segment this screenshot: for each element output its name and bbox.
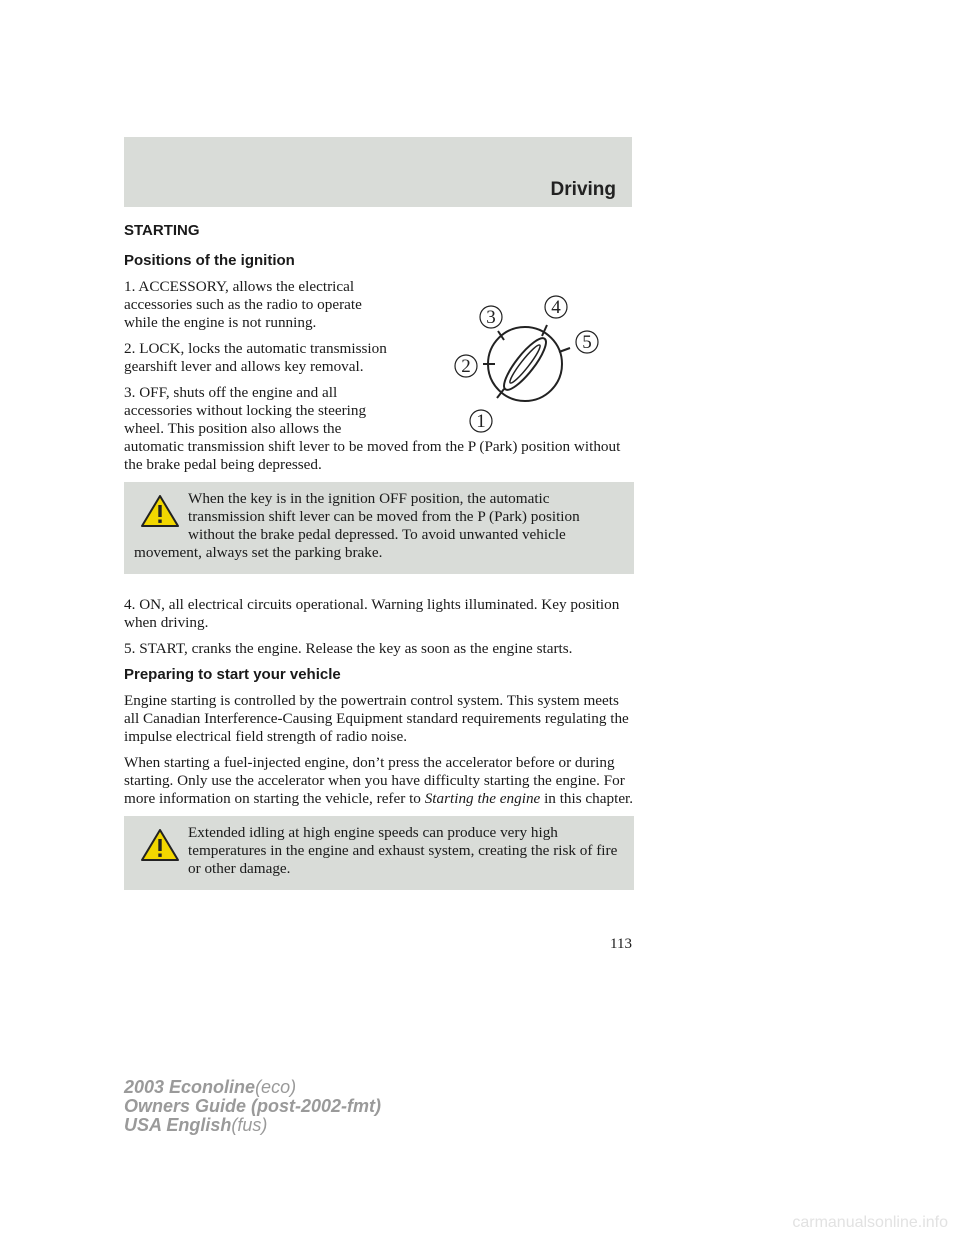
page-number: 113 — [610, 936, 632, 952]
footer-language: USA English — [124, 1115, 232, 1135]
warning-box-idling — [124, 816, 634, 890]
dial-label-4: 4 — [551, 297, 561, 318]
heading-preparing-to-start: Preparing to start your vehicle — [124, 666, 341, 683]
page-content — [124, 218, 634, 912]
warning-box-off-position — [124, 482, 634, 574]
preparing-text-2-b: in this chapter. — [544, 790, 634, 807]
heading-ignition-positions: Positions of the ignition — [124, 252, 295, 269]
heading-starting: STARTING — [124, 222, 200, 239]
footer-guide: Owners Guide (post-2002-fmt) — [124, 1096, 382, 1116]
position-1-text: 1. ACCESSORY, allows the electrical accessories such as the radio to operate while the engine is not running. — [124, 278, 362, 331]
section-header-band — [124, 137, 632, 207]
position-4-text: 4. ON, all electrical circuits operational. Warning lights illuminated. Key position when driving. — [124, 596, 620, 631]
position-5-text: 5. START, cranks the engine. Release the key as soon as the engine starts. — [124, 640, 573, 657]
footer-language-code: (fus) — [231, 1115, 268, 1135]
section-title: Driving — [550, 179, 616, 200]
dial-label-3: 3 — [486, 307, 496, 328]
starting-the-engine-reference: Starting the engine — [424, 790, 541, 807]
preparing-text-2 — [124, 754, 634, 808]
warning-triangle-icon — [140, 494, 180, 528]
dial-label-5: 5 — [582, 332, 592, 353]
position-3-text: 3. OFF, shuts off the engine and all accessories without locking the steering wheel. This position also allows the automatic transmission shift lever to be moved from the P (Park) position without the brake pedal being depressed. — [124, 384, 621, 473]
dial-label-2: 2 — [461, 356, 471, 377]
warning-text-idling: Extended idling at high engine speeds can produce very high temperatures in the engine and exhaust system, creating the risk of fire or other damage. — [188, 824, 618, 877]
watermark: carmanualsonline.info — [792, 1214, 948, 1231]
warning-text-off-position: When the key is in the ignition OFF position, the automatic transmission shift lever can be moved from the P (Park) position without the brake pedal depressed. To avoid unwanted vehicle movement, always set the parking brake. — [134, 490, 580, 561]
document-footer — [124, 1078, 381, 1135]
preparing-text-1: Engine starting is controlled by the powertrain control system. This system meets all Canadian Interference-Causing Equipment standard requirements regulating the impulse electrical field strength of radio noise. — [124, 692, 629, 745]
warning-triangle-icon — [140, 828, 180, 862]
footer-model: 2003 Econoline — [124, 1077, 256, 1097]
preparing-text-2-a: When starting a fuel-injected engine, don’t press the accelerator before or during starting. Only use the accelerator when you have difficulty starting the engine. For more information on starting the vehicle, refer to — [124, 754, 625, 807]
dial-label-1: 1 — [476, 411, 486, 432]
position-2-text: 2. LOCK, locks the automatic transmission gearshift lever and allows key removal. — [124, 340, 387, 375]
ignition-diagram — [402, 278, 634, 433]
footer-model-code: (eco) — [255, 1077, 297, 1097]
